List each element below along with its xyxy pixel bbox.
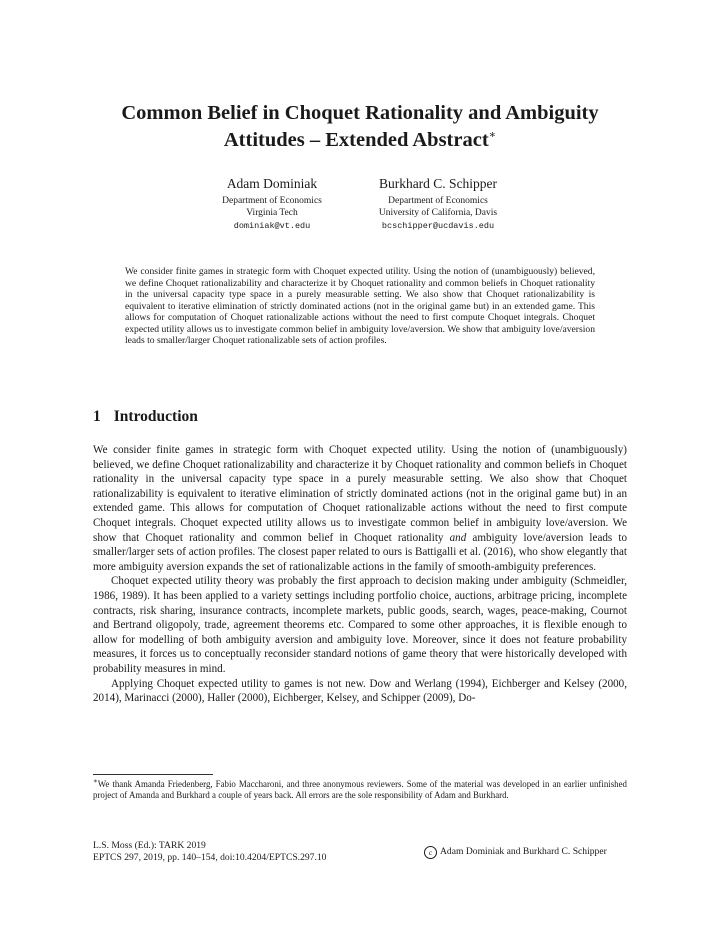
title-line-1: Common Belief in Choquet Rationality and Ambiguity xyxy=(121,102,599,124)
section-title: Introduction xyxy=(113,408,198,425)
editor-line: L.S. Moss (Ed.): TARK 2019 xyxy=(93,840,206,851)
footnote-divider xyxy=(93,774,213,775)
author-2-affiliation xyxy=(338,195,538,219)
author-2-institution: University of California, Davis xyxy=(378,208,498,218)
paragraph-3: Applying Choquet expected utility to games is not new. Dow and Werlang (1994), Eichberger and Kelsey (2000, 2014), Marinacci (2000), Haller (2000), Eichberger, Kelsey, and Schipper (2009), Do- xyxy=(93,677,627,705)
copyright-holders: Adam Dominiak and Burkhard C. Schipper xyxy=(440,846,607,857)
title-line-2-text: Attitudes – Extended Abstract xyxy=(223,129,489,151)
citation-line: EPTCS 297, 2019, pp. 140–154, doi:10.4204/EPTCS.297.10 xyxy=(93,852,327,863)
author-1-institution: Virginia Tech xyxy=(246,208,298,218)
section-number: 1 xyxy=(93,408,101,425)
paragraph-1-part-1: We consider finite games in strategic form with Choquet expected utility. Using the notion of (unambiguously) believed, we define Choquet rationalizability and characterize it by Choquet rationality and common beliefs in Choquet rationality in the universal capacity type space in a purely measurable setting. We also show that Choquet rationalizability is equivalent to iterative elimination of strictly dominated actions (not in the original game but) in an extended game. This allows for computation of Choquet rationalizable actions without the need to first compute Choquet integrals. Choquet expected utility allows us to investigate common belief in ambiguity love/aversion. We show that Choquet rationality and common belief in Choquet rationality xyxy=(93,444,627,544)
paragraph-2: Choquet expected utility theory was probably the first approach to decision making under ambiguity (Schmeidler, 1986, 1989). It has been applied to a variety settings including portfolio choice, auctions, arbitrage pricing, incomplete contracts, risk sharing, insurance contracts, incomplete markets, public goods, search, wages, peace-making, Cournot and Bertrand oligopoly, trade, agreement theorems etc. Compared to some other approaches, it is flexible enough to allow for modelling of both ambiguity aversion and ambiguity love. Moreover, since it does not feature probability measures, it forces us to conceptually reconsider standard notions of game theory that were historically developed with probability measures in mind. xyxy=(93,575,627,675)
footnote-mark: ∗ xyxy=(93,777,98,786)
introduction-body xyxy=(93,443,627,706)
author-2-email[interactable]: bcschipper@ucdavis.edu xyxy=(381,221,495,231)
section-heading xyxy=(93,408,198,426)
author-2-department: Department of Economics xyxy=(388,196,488,206)
paragraph-1-emphasis: and xyxy=(449,531,467,544)
copyright-notice xyxy=(424,846,607,859)
author-2 xyxy=(338,176,538,232)
author-1-email[interactable]: dominiak@vt.edu xyxy=(233,221,311,231)
paper-title xyxy=(60,100,660,154)
author-2-name: Burkhard C. Schipper xyxy=(378,176,498,191)
footnote xyxy=(93,779,627,801)
author-1-name: Adam Dominiak xyxy=(226,176,318,191)
title-line-2 xyxy=(60,127,660,154)
paragraph-1 xyxy=(93,443,627,574)
copyright-icon: c xyxy=(424,846,437,859)
author-1-department: Department of Economics xyxy=(222,196,322,206)
title-footnote-mark: ∗ xyxy=(488,129,497,142)
paragraph-1-part-2: ambiguity love/aversion leads to smaller/larger sets of action profiles. The closest paper related to ours is Battigalli et al. (2016), who show elegantly that more ambiguity aversion expands the set of rationalizable actions in the family of smooth-ambiguity preferences. xyxy=(93,531,628,573)
publication-info xyxy=(93,840,326,864)
footnote-text: We thank Amanda Friedenberg, Fabio Maccharoni, and three anonymous reviewers. Some of the material was developed in an earlier unfinished project of Amanda and Burkhard a couple of years back. All errors are the sole responsibility of Adam and Burkhard. xyxy=(93,779,627,801)
abstract: We consider finite games in strategic form with Choquet expected utility. Using the notion of (unambiguously) believed, we define Choquet rationalizability and characterize it by Choquet rationality and common beliefs in Choquet rationality in the universal capacity type space in a purely measurable setting. We also show that Choquet rationalizability is equivalent to iterative elimination of strictly dominated actions (not in the original game but) in an extended game. This allows for computation of Choquet rationalizable actions without the need to first compute Choquet integrals. Choquet expected utility allows us to investigate common belief in ambiguity love/aversion. We show that ambiguity love/aversion leads to smaller/larger Choquet rationalizable sets of action profiles. xyxy=(125,266,595,347)
